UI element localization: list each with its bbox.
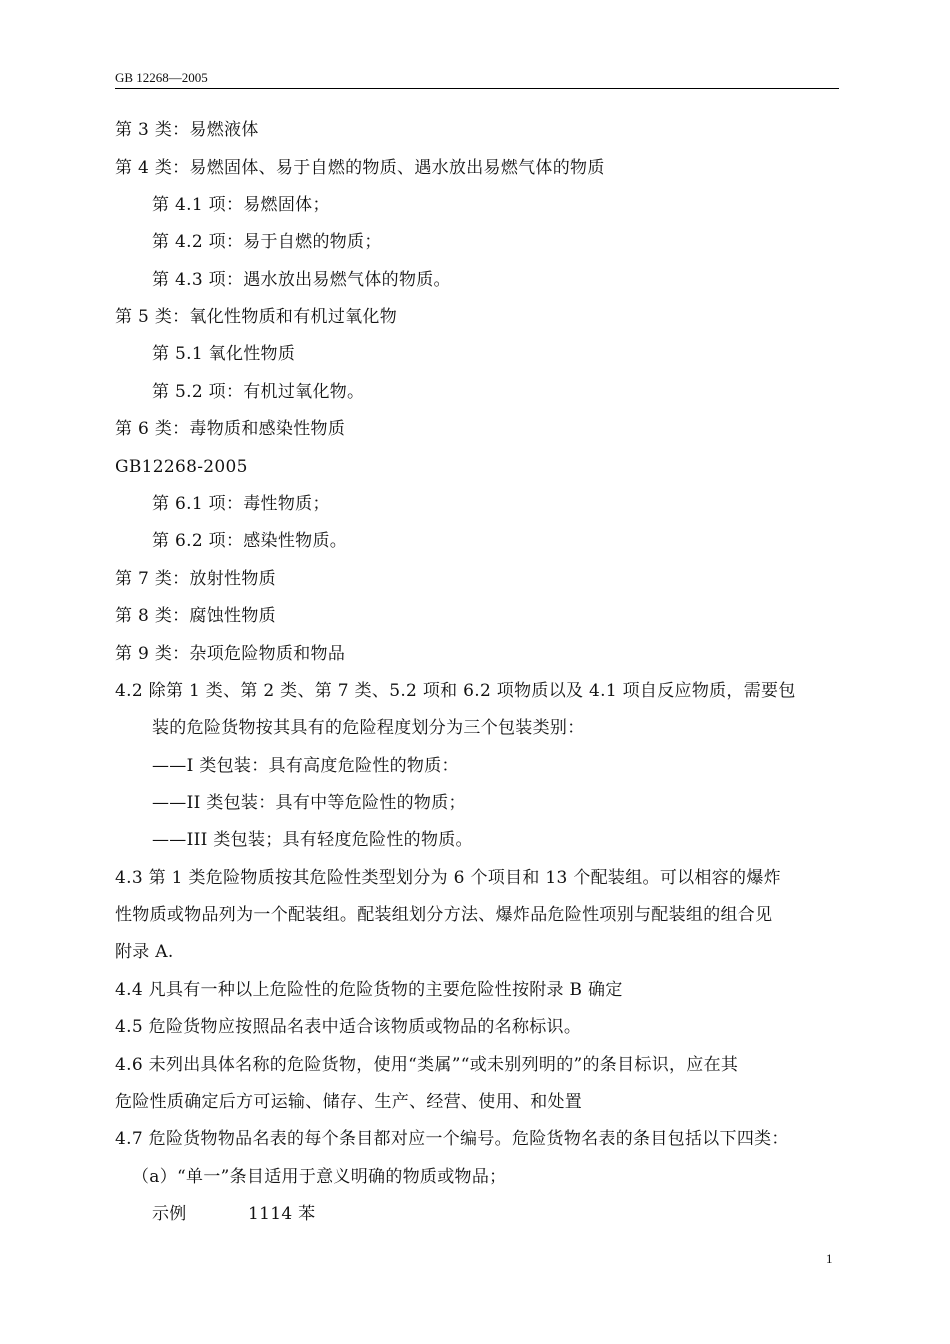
text-line: ——III 类包装；具有轻度危险性的物质。 [152,830,473,850]
text-line: 第 4.1 项：易燃固体； [152,195,330,215]
text-line: 第 8 类：腐蚀性物质 [115,606,276,626]
text-line: 第 7 类：放射性物质 [115,569,276,589]
text-line: 第 6 类：毒物质和感染性物质 [115,419,346,439]
example-value: 1114 苯 [248,1204,316,1224]
text-line: 4.7 危险货物物品名表的每个条目都对应一个编号。危险货物名表的条目包括以下四类： [115,1129,789,1149]
header-rule [115,88,839,89]
text-line: 第 5 类：氧化性物质和有机过氧化物 [115,307,398,327]
text-line: 第 3 类：易燃液体 [115,120,259,140]
text-line: 4.5 危险货物应按照品名表中适合该物质或物品的名称标识。 [115,1017,582,1037]
text-line: GB12268-2005 [115,457,248,477]
text-line: 附录 A. [115,942,174,962]
text-line: 第 9 类：杂项危险物质和物品 [115,644,346,664]
example-label: 示例 [152,1204,187,1224]
text-line: 第 4.2 项：易于自燃的物质； [152,232,382,252]
text-line: 性物质或物品列为一个配装组。配装组划分方法、爆炸品危险性项别与配装组的组合见 [115,905,773,925]
text-line: 第 6.1 项：毒性物质； [152,494,330,514]
page-header-code: GB 12268—2005 [115,70,208,85]
text-line: 第 4 类：易燃固体、易于自燃的物质、遇水放出易燃气体的物质 [115,158,605,178]
text-line: 第 5.1 氧化性物质 [152,344,296,364]
text-line: 4.4 凡具有一种以上危险性的危险货物的主要危险性按附录 B 确定 [115,980,623,1000]
text-line: ——I 类包装：具有高度危险性的物质： [152,756,459,776]
text-line: ——II 类包装：具有中等危险性的物质； [152,793,466,813]
text-line: 4.6 未列出具体名称的危险货物，使用“类属”“或未别列明的”的条目标识，应在其 [115,1055,739,1075]
text-line: 4.2 除第 1 类、第 2 类、第 7 类、5.2 项和 6.2 项物质以及 4.1 项自反应物质，需要包 [115,681,796,701]
text-line: 4.3 第 1 类危险物质按其危险性类型划分为 6 个项目和 13 个配装组。可以相容的爆炸 [115,868,781,888]
text-line: 第 5.2 项：有机过氧化物。 [152,382,365,402]
text-line: 危险性质确定后方可运输、储存、生产、经营、使用、和处置 [115,1092,583,1112]
text-line: 装的危险货物按其具有的危险程度划分为三个包装类别： [152,718,585,738]
page-number: 1 [826,1251,833,1266]
text-line: 第 4.3 项：遇水放出易燃气体的物质。 [152,270,451,290]
text-line: 第 6.2 项：感染性物质。 [152,531,348,551]
text-line: （a）“单一”条目适用于意义明确的物质或物品； [132,1167,507,1187]
